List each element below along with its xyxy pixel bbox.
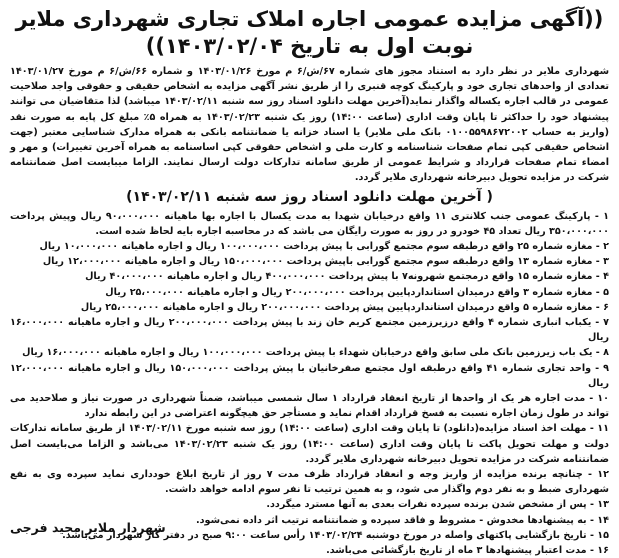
condition-item: ۳ - مغازه شماره ۱۳ واقع درطبقه سوم مجتمع گورابی باپیش پرداخت ۱۵۰،۰۰۰،۰۰۰ ریال و اجاره ماهیانه ۱۲،۰۰۰،۰۰۰ ریال <box>42 256 609 268</box>
condition-item: ۱۶ - مدت اعتبار پیشنهادها ۳ ماه از تاریخ بازگشائی می‌باشد. <box>326 545 609 557</box>
condition-item: ۱۳ - پس از مشخص شدن برنده سپرده نفرات بعدی به آنها مسترد میگردد. <box>266 499 609 511</box>
condition-item: ۷ - یکباب انباری شماره ۴ واقع درزیرزمین مجتمع کریم خان زند با پیش پرداخت ۲۰۰،۰۰۰،۰۰۰ ریال و اجاره ماهیانه ۱۶،۰۰۰،۰۰۰ ریال <box>10 317 610 344</box>
condition-item: ۵ - مغازه شماره ۳ واقع درمیدان استانداردپایین پرداخت ۲۰۰،۰۰۰،۰۰۰ ریال و اجاره ماهیانه ۲۵،۰۰۰،۰۰۰ ریال <box>105 286 609 298</box>
mayor-signature: شهردار ملایر مجید فرجی <box>10 520 166 535</box>
condition-item: ۹ - واحد تجاری شماره ۴۱ واقع درطبقه اول مجتمع صفرخانیان با پیش پرداخت ۱۵۰،۰۰۰،۰۰۰ ریال و اجاره ماهیانه ۱۲،۰۰۰،۰۰۰ ریال <box>10 362 609 389</box>
announcement-intro: شهرداری ملایر در نظر دارد به استناد مجوز های شماره ۶۷/ش/۶ م مورخ ۱۴۰۳/۰۱/۲۶ و شماره ۶۶/ش/۶ م مورخ ۱۴۰۳/۰۱/۲۷ تعدادی از واحدهای تجاری خود و پارکینگ کوچه قنبری را از طریق نشر آگهی مزایده به اشخاص حقیقی و حقوقی واجد صلاحیت عمومی در قالب اجاره یکساله واگذار نماید(آخرین مهلت دانلود اسناد روز سه شنبه ۱۴۰۳/۰۲/۱۱ میباشد) لذا متقاضیان می توانند پیشنهاد خود را حداکثر تا پایان وقت اداری (ساعت ۱۴:۰۰) روز یک شنبه ۱۴۰۳/۰۲/۲۳ به همراه ۵٪ مبلغ کل پایه به صورت نقد (واریز به حساب ۰۱۰۰۵۵۹۸۶۷۲۰۰۲ بانک ملی ملایر) یا اسناد خزانه یا ضمانتنامه بانکی به همراه مدارک شناسایی معتبر (جهت اشخاص حقیقی کپی تمام صفحات شناسنامه و کارت ملی و اشخاص حقوقی کپی اساسنامه به همراه آخرین تغییرات) و مهر و امضاء تمام صفحات قرارداد و شرایط عمومی از طریق سامانه تدارکات دولت ارسال نمایند. الزاما میبایست اصل ضمانتنامه شرکت در مزایده تحویل دبیرخانه شهرداری ملایر گردد. <box>10 66 610 184</box>
announcement-title: ((آگهی مزایده عمومی اجاره املاک تجاری شهرداری ملایر <box>15 7 604 31</box>
condition-item: ۱۵ - تاریخ بازگشایی پاکتهای واصله در مورخ دوشنبه ۱۴۰۳/۰۲/۲۴ رأس ساعت ۹:۰۰ صبح در دفتر کار شهردار می‌باشد. <box>62 529 609 541</box>
condition-item: ۴ - مغازه شماره ۱۵ واقع درمجتمع شهرونه۷ با پیش پرداخت ۴۰۰،۰۰۰،۰۰۰ ریال و اجاره ماهیانه ۴۰،۰۰۰،۰۰۰ ریال <box>85 271 609 283</box>
condition-item: ۱۰ - مدت اجاره هر یک از واحدها از تاریخ انعقاد قرارداد ۱ سال شمسی میباشد، ضمناً شهرداری در صورت نیاز و صلاحدید می تواند در طول زمان اجاره نسبت به فسخ قرارداد اقدام نماید و مستأجر حق هیچگونه اعتراضی در این رابطه ندارد <box>10 393 610 420</box>
conditions-list <box>10 209 609 558</box>
condition-item: ۱ - پارکینگ عمومی جنب کلانتری ۱۱ واقع درخیابان شهدا به مدت یکسال با اجاره بها ماهیانه ۹۰،۰۰۰،۰۰۰ ریال وپیش پرداخت ۳۵۰،۰۰۰،۰۰۰ ریال تعداد ۴۵ خودرو در روز به صورت رایگان می باشد که در محاسبه اجاره بایه لحاظ شده است. <box>10 210 610 237</box>
condition-item: ۱۲ - چنانچه برنده مزایده از واریز وجه و انعقاد قرارداد ظرف مدت ۷ روز از تاریخ ابلاغ خودداری نماید سپرده وی به نفع شهرداری ضبط و به نفر دوم واگذار می شود، و به همین ترتیب تا نفر سوم ادامه خواهد داشت. <box>10 469 609 496</box>
condition-item: ۱۴ - به پیشنهادها مخدوش - مشروط و فاقد سپرده و ضمانتنامه ترتیب اثر داده نمی‌شود. <box>195 514 609 526</box>
condition-item: ۶ - مغازه شماره ۵ واقع درمیدان استانداردپایین پیش پرداخت ۲۰۰،۰۰۰،۰۰۰ ریال و اجاره ماهیانه ۲۵،۰۰۰،۰۰۰ ریال <box>80 301 609 313</box>
condition-item: ۸ - یک باب زیرزمین بانک ملی سابق واقع درخیابان شهداء با پیش پرداخت ۱۰۰،۰۰۰،۰۰۰ ریال و اجاره ماهیانه ۱۶،۰۰۰،۰۰۰ ریال <box>22 347 609 359</box>
download-deadline-heading: ( آخرین مهلت دانلود اسناد روز سه شنبه ۱۴۰۳/۰۲/۱۱) <box>126 188 493 205</box>
announcement-date-title: نوبت اول به تاریخ ۱۴۰۳/۰۲/۰۴)) <box>145 34 474 58</box>
condition-item: ۲ - مغازه شماره ۲۵ واقع درطبقه سوم مجتمع گورابی با پیش پرداخت ۱۰۰،۰۰۰،۰۰۰ ریال و اجاره ماهیانه ۱۰،۰۰۰،۰۰۰ ریال <box>39 241 609 253</box>
condition-item: ۱۱ - مهلت اخذ اسناد مزایده(دانلود) تا پایان وقت اداری (ساعت ۱۴:۰۰) روز سه شنبه مورخ ۱۴۰۳/۰۲/۱۱ از طریق سامانه تدارکات دولت و مهلت تحویل پاکت تا پایان وقت اداری (ساعت ۱۴:۰۰) روز یک شنبه ۱۴۰۳/۰۲/۲۳ می‌باشد و الزاما می‌بایست اصل ضمانتنامه شرکت در مزایده تحویل دبیرخانه شهرداری ملایر گردد. <box>10 423 609 465</box>
